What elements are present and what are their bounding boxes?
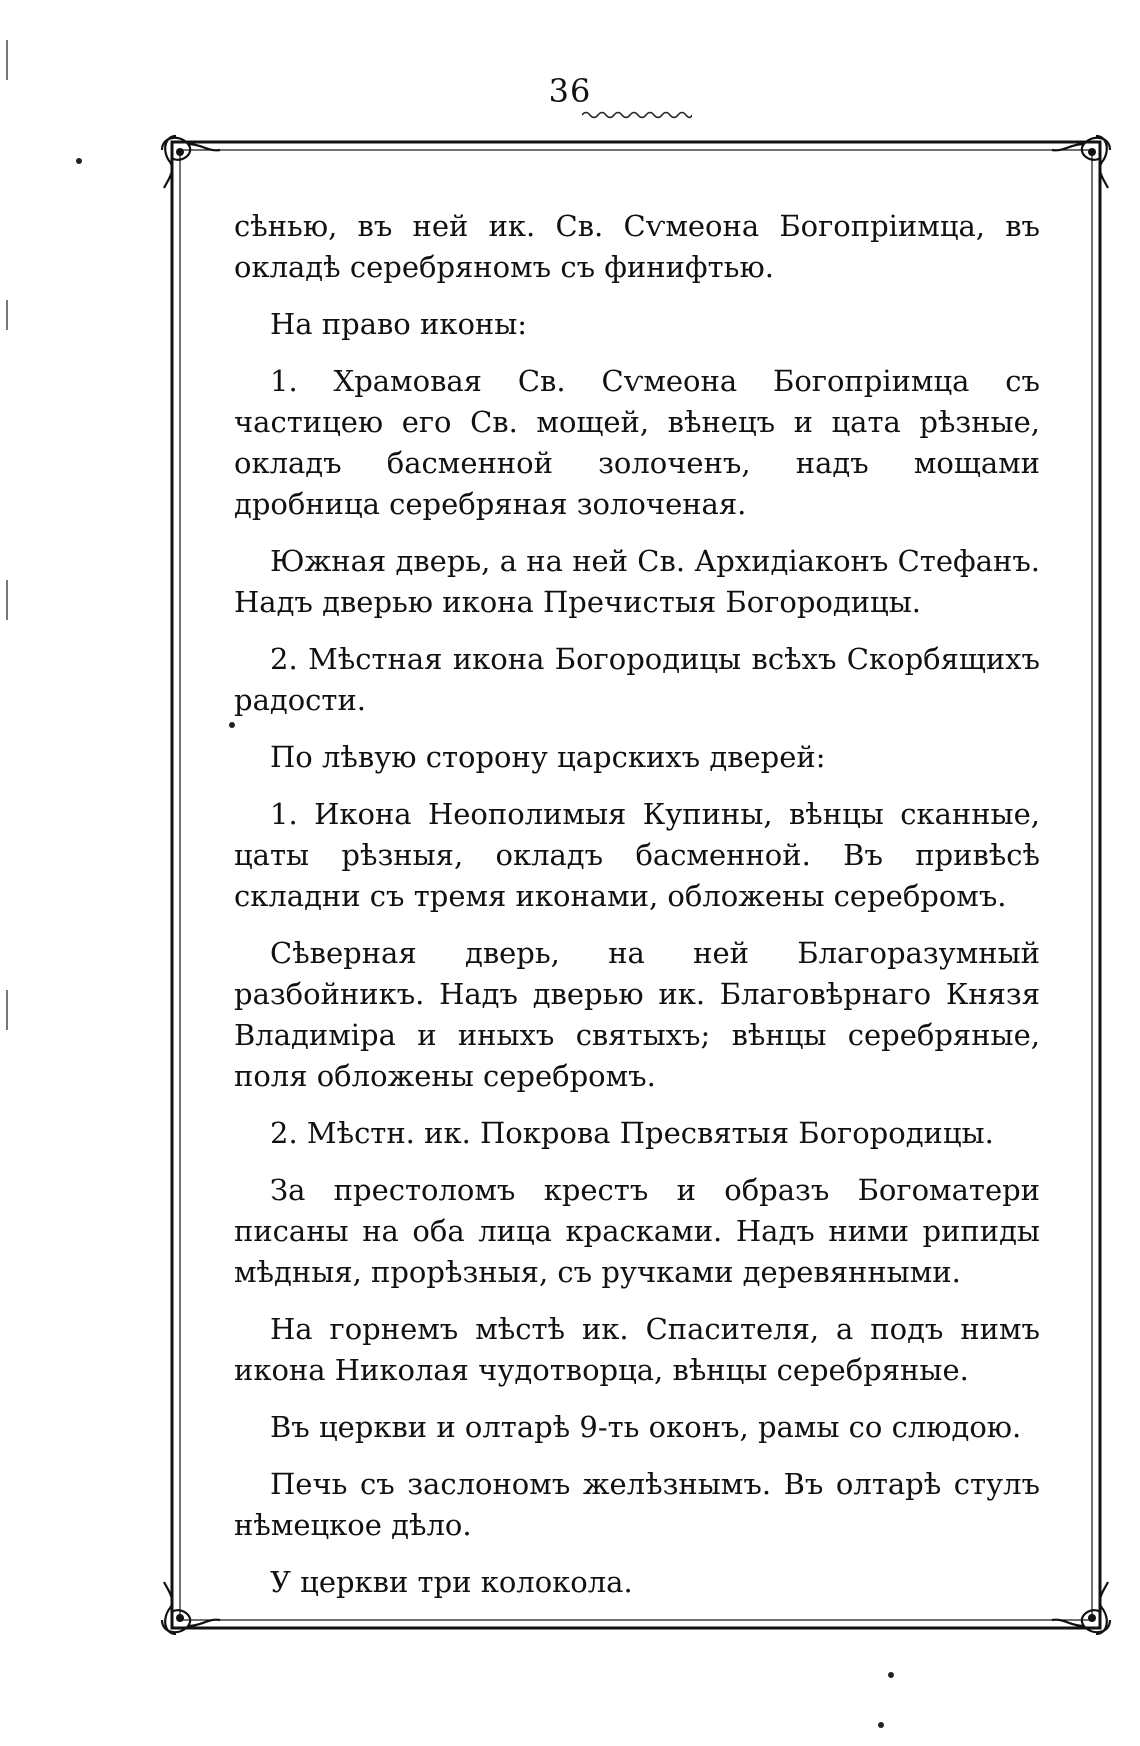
scan-speck	[76, 158, 82, 164]
page-number-ornament	[582, 110, 692, 120]
scan-margin-mark	[6, 300, 8, 330]
paragraph: Въ церкви и олтарѣ 9-ть оконъ, рамы со слюдою.	[270, 1410, 1022, 1444]
scan-margin-mark	[6, 990, 8, 1030]
scan-margin-mark	[6, 580, 8, 620]
scan-speck	[229, 722, 235, 728]
paragraph: По лѣвую сторону царскихъ дверей:	[270, 740, 826, 774]
paragraph: У церкви три колокола.	[270, 1565, 633, 1599]
paragraph: 2. Мѣстн. ик. Покрова Пресвятыя Богородицы.	[270, 1116, 994, 1150]
paragraph: На право иконы:	[270, 307, 528, 341]
scan-speck	[888, 1672, 894, 1678]
page-number: 36	[548, 72, 592, 110]
paragraph: 1. Храмовая Св. Сѵмеона Богопріимца съ частицею его Св. мощей, вѣнецъ и цата рѣзные, окладъ басменной золоченъ, надъ мощами дробница серебряная золоченая.	[234, 364, 1040, 521]
page-body-text	[234, 206, 1040, 1619]
paragraph: сѣнью, въ ней ик. Св. Сѵмеона Богопріимца, въ окладѣ серебряномъ съ финифтью.	[234, 209, 1040, 284]
paragraph: 2. Мѣстная икона Богородицы всѣхъ Скорбящихъ радости.	[234, 642, 1040, 717]
paragraph: Южная дверь, а на ней Св. Архидіаконъ Стефанъ. Надъ дверью икона Пречистыя Богородицы.	[234, 544, 1040, 619]
paragraph: Сѣверная дверь, на ней Благоразумный разбойникъ. Надъ дверью ик. Благовѣрнаго Князя Владиміра и иныхъ святыхъ; вѣнцы серебряные, поля обложены серебромъ.	[234, 936, 1040, 1093]
paragraph: На горнемъ мѣстѣ ик. Спасителя, а подъ нимъ икона Николая чудотворца, вѣнцы серебряные.	[234, 1312, 1040, 1387]
paragraph: Печь съ заслономъ желѣзнымъ. Въ олтарѣ стулъ нѣмецкое дѣло.	[234, 1467, 1040, 1542]
scan-speck	[878, 1722, 884, 1728]
paragraph: За престоломъ крестъ и образъ Богоматери писаны на оба лица красками. Надъ ними рипиды мѣдныя, прорѣзныя, съ ручками деревянными.	[234, 1173, 1040, 1289]
paragraph: 1. Икона Неополимыя Купины, вѣнцы сканные, цаты рѣзныя, окладъ басменной. Въ привѣсѣ складни съ тремя иконами, обложены серебромъ.	[234, 797, 1040, 913]
